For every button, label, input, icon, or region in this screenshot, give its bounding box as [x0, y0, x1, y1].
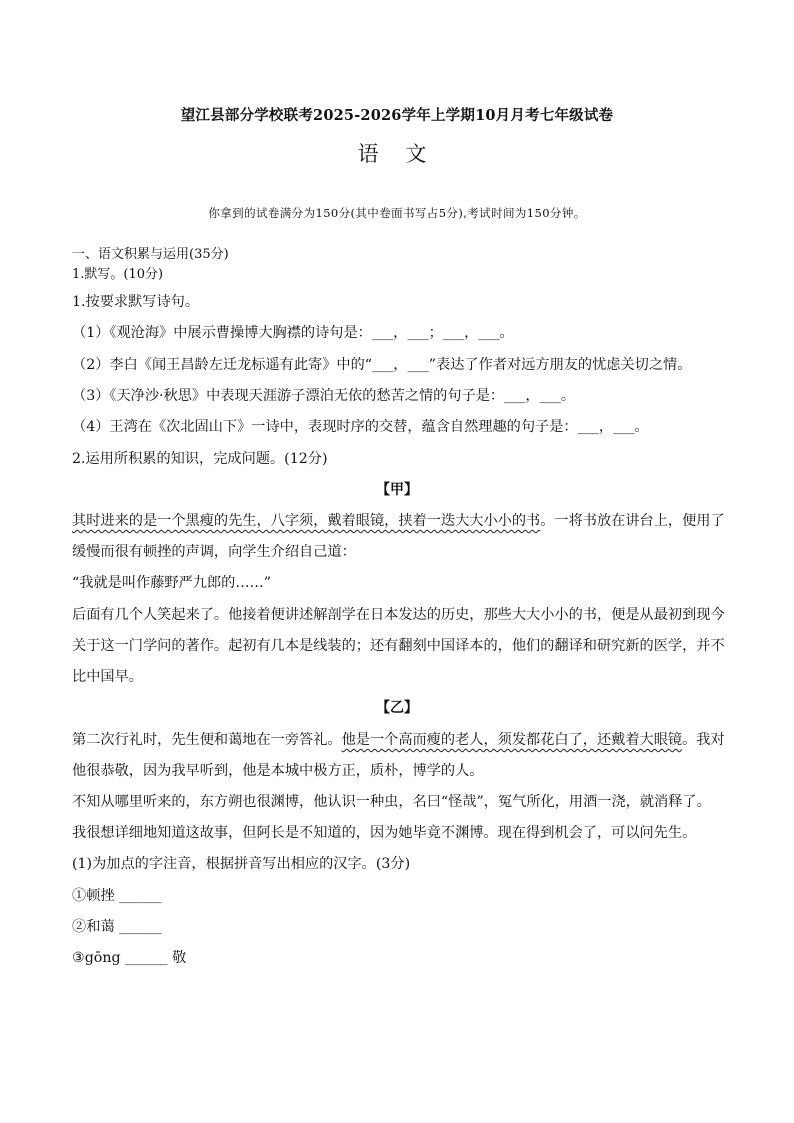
question-2-1-item-1: ①顿挫 ______: [72, 888, 162, 904]
passage-yi-line-3: 不知从哪里听来的，东方朔也很渊博，他认识一种虫，名曰“怪哉”，冤气所化，用酒一浇，就消释了。: [72, 794, 711, 810]
question-1-instruction: 1.按要求默写诗句。: [72, 294, 200, 310]
question-1-item-2: （2）李白《闻王昌龄左迁龙标遥有此寄》中的“___，___”表达了作者对远方朋友的忧虑关切之情。: [72, 357, 692, 373]
passage-jia-line-3: “我就是叫作藤野严九郎的……”: [72, 575, 271, 591]
passage-yi-line-4: 我很想详细地知道这故事，但阿长是不知道的，因为她毕竟不渊博。现在得到机会了，可以问先生。: [72, 825, 697, 841]
passage-yi-line-2: 他很恭敬，因为我早听到，他是本城中极方正，质朴，博学的人。: [72, 763, 484, 779]
question-1-heading: 1.默写。(10分): [72, 267, 164, 282]
exam-note: 你拿到的试卷满分为150分(其中卷面书写占5分),考试时间为150分钟。: [208, 206, 586, 220]
passage-text: 第二次行礼时，先生便和蔼地在一旁答礼。: [72, 732, 342, 748]
wavy-underlined-sentence: 他是一个高而瘦的老人，须发都花白了，还戴着大眼镜: [341, 732, 683, 748]
question-1-item-3: （3）《天净沙·秋思》中表现天涯游子漂泊无依的愁苦之情的句子是：___，___。: [72, 388, 576, 404]
passage-text: 。一将书放在讲台上，便用了: [540, 513, 725, 529]
question-2-1-heading: (1)为加点的字注音，根据拼音写出相应的汉字。(3分): [72, 856, 411, 872]
subject-title: 语 文: [357, 142, 437, 166]
wavy-underlined-sentence: 其时进来的是一个黑瘦的先生，八字须，戴着眼镜，挟着一迭大大小小的书: [72, 513, 541, 529]
question-2-1-item-3: ③gōng ______ 敬: [72, 950, 187, 966]
exam-title: 望江县部分学校联考2025-2026学年上学期10月月考七年级试卷: [180, 107, 614, 124]
question-2-heading: 2.运用所积累的知识，完成问题。(12分): [72, 451, 328, 467]
passage-jia-line-2: 缓慢而很有顿挫的声调，向学生介绍自己道：: [72, 544, 356, 560]
passage-jia-line-6: 比中国早。: [72, 669, 143, 685]
question-2-1-item-2: ②和蔼 ______: [72, 919, 162, 935]
passage-yi-line-1: [72, 730, 725, 750]
question-1-item-1: （1）《观沧海》中展示曹操博大胸襟的诗句是：___，___；___，___。: [72, 325, 514, 341]
passage-text: 。我对: [682, 732, 725, 748]
passage-jia-line-1: [72, 511, 725, 531]
passage-jia-label: 【甲】: [376, 482, 418, 498]
passage-yi-label: 【乙】: [376, 700, 418, 716]
passage-jia-line-4: 后面有几个人笑起来了。他接着便讲述解剖学在日本发达的历史，那些大大小小的书，便是从最初到现今: [72, 607, 725, 623]
question-1-item-4: （4）王湾在《次北固山下》一诗中，表现时序的交替，蕴含自然理趣的句子是：___，___。: [72, 419, 649, 435]
passage-jia-line-5: 关于这一门学问的著作。起初有几本是线装的；还有翻刻中国译本的，他们的翻译和研究新的医学，并不: [72, 638, 725, 654]
section-title: 一、语文积累与运用(35分): [72, 247, 229, 262]
